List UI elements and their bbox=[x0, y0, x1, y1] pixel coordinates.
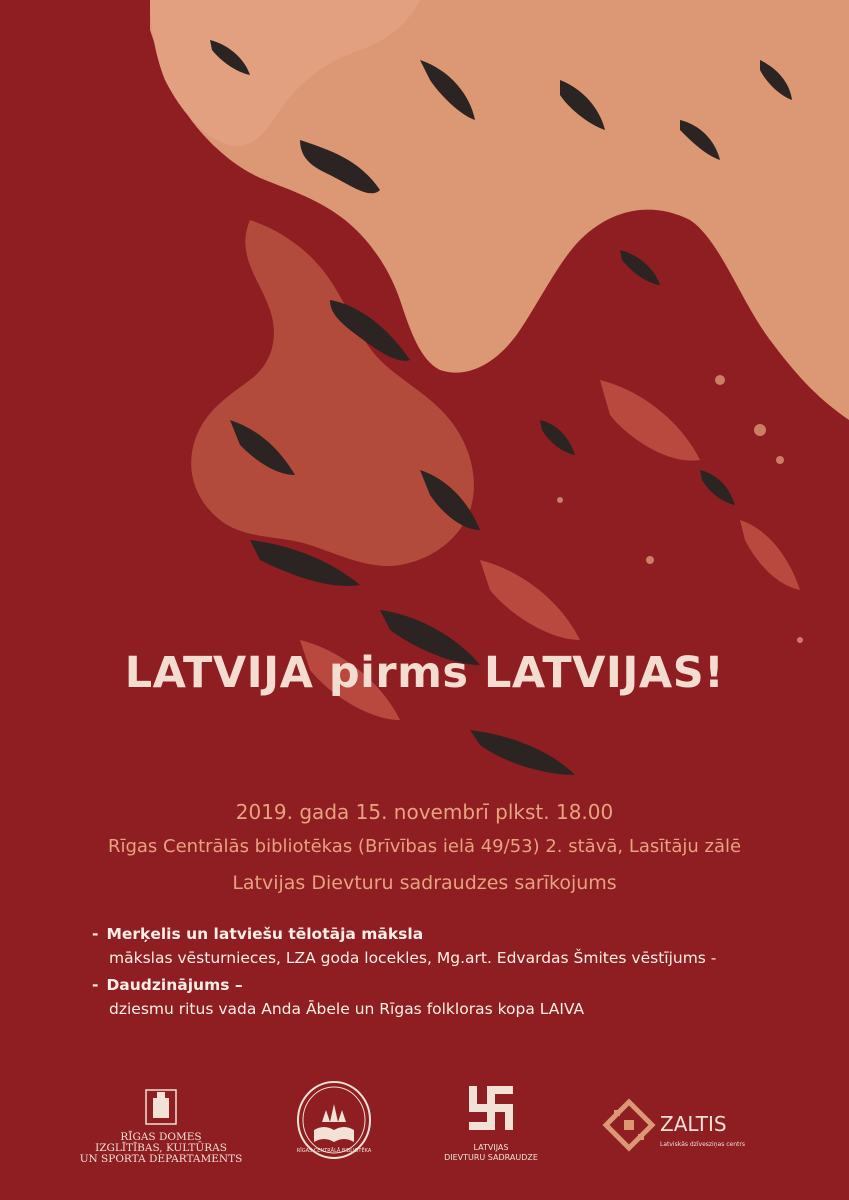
zaltis-logo bbox=[606, 1102, 745, 1148]
dievturi-line1: LATVIJAS bbox=[473, 1143, 509, 1152]
riga-domes-line2: IZGLĪTĪBAS, KULTŪRAS bbox=[95, 1142, 227, 1154]
program-list bbox=[92, 922, 792, 1024]
program-item-title-text: Merķelis un latviešu tēlotāja māksla bbox=[106, 925, 424, 943]
program-item bbox=[92, 973, 792, 1021]
library-caption: RĪGAS CENTRĀLĀ BIBLIOTĒKA bbox=[296, 1148, 372, 1154]
riga-domes-logo bbox=[80, 1090, 243, 1165]
coat-of-arms-icon bbox=[146, 1090, 176, 1124]
serpent-ornament-icon bbox=[606, 1102, 652, 1148]
program-item bbox=[92, 922, 792, 970]
poster-title: LATVIJA pirms LATVIJAS! bbox=[124, 648, 725, 698]
riga-domes-line1: RĪGAS DOMES bbox=[120, 1131, 202, 1143]
zaltis-subtitle: Latviskās dzīvesziņas centrs bbox=[660, 1141, 745, 1148]
program-item-dash: - bbox=[92, 976, 99, 994]
program-item-description: dziesmu ritus vada Anda Ābele un Rīgas folkloras kopa LAIVA bbox=[109, 1000, 585, 1018]
program-item-title bbox=[92, 922, 792, 946]
event-organizer: Latvijas Dievturu sadraudzes sarīkojums bbox=[232, 872, 617, 894]
dievturi-line2: DIEVTURU SADRAUDZE bbox=[444, 1153, 538, 1162]
event-venue: Rīgas Centrālās bibliotēkas (Brīvības ielā 49/53) 2. stāvā, Lasītāju zālē bbox=[107, 836, 742, 857]
dievturi-logo bbox=[444, 1086, 538, 1162]
program-item-title bbox=[92, 973, 792, 997]
program-item-title-text: Daudzinājums – bbox=[106, 976, 243, 994]
ornament-sun-cross-icon bbox=[469, 1086, 513, 1130]
riga-domes-line3: UN SPORTA DEPARTAMENTS bbox=[79, 1153, 243, 1165]
library-book-icon bbox=[314, 1104, 354, 1142]
library-logo bbox=[297, 1082, 372, 1158]
zaltis-name: ZALTIS bbox=[660, 1112, 727, 1136]
program-item-dash: - bbox=[92, 925, 99, 943]
sponsor-logos bbox=[0, 1080, 849, 1180]
event-date: 2019. gada 15. novembrī plkst. 18.00 bbox=[235, 800, 614, 824]
program-item-description: mākslas vēsturnieces, LZA goda locekles, Mg.art. Edvardas Šmites vēstījums - bbox=[109, 949, 717, 967]
